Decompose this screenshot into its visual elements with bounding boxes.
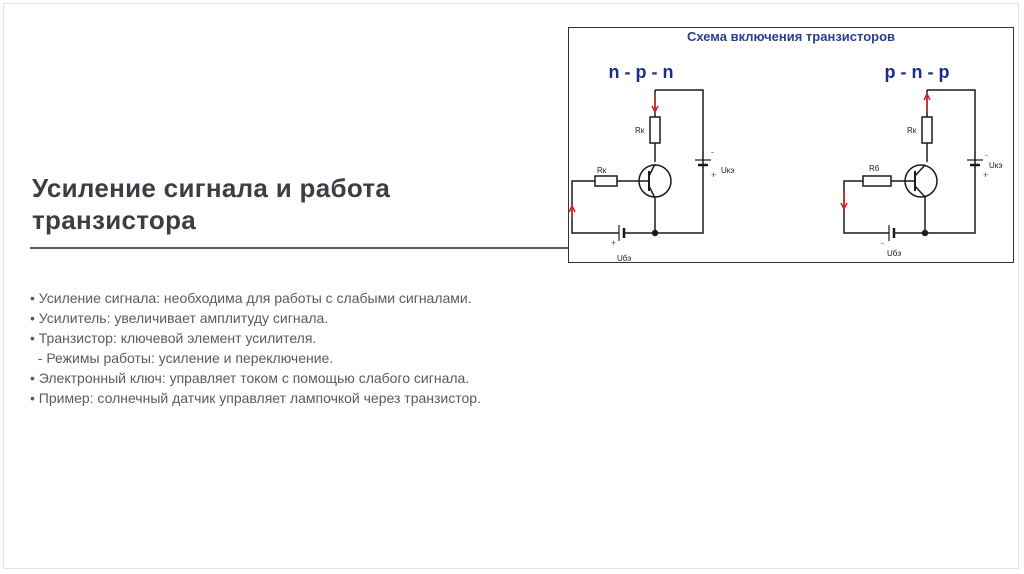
npn-type-label: n - p - n (608, 62, 674, 82)
pnp-rb-base-label: Rб (869, 164, 880, 173)
npn-junction-dot (653, 231, 658, 236)
pnp-base-resistor (863, 176, 891, 186)
npn-base-resistor (595, 176, 617, 186)
bullet-item: • Пример: солнечный датчик управляет лампочкой через транзистор. (30, 390, 481, 406)
pnp-minus-sign: - (985, 150, 988, 160)
npn-be-plus-sign: + (611, 238, 617, 248)
bullet-item: • Электронный ключ: управляет током с помощью слабого сигнала. (30, 370, 470, 386)
bullet-item: • Транзистор: ключевой элемент усилителя. (30, 330, 317, 346)
npn-plus-sign: + (711, 170, 717, 180)
npn-circuit (569, 62, 711, 241)
npn-minus-sign: - (711, 147, 714, 157)
pnp-rk-collector-label: Rк (907, 126, 917, 135)
npn-rk-collector-label: Rк (635, 126, 645, 135)
npn-collector-resistor (650, 117, 660, 143)
figure-heading: Схема включения транзисторов (686, 29, 896, 44)
bullet-item: • Усиление сигнала: необходима для работы с слабыми сигналами. (30, 290, 472, 306)
npn-input-wire (572, 181, 614, 233)
pnp-be-minus-sign: - (881, 238, 884, 248)
pnp-circuit (841, 62, 983, 241)
transistor-circuit-figure (568, 27, 1014, 263)
title-underline (30, 247, 570, 249)
bullet-item: • Усилитель: увеличивает амплитуду сигнала. (30, 310, 329, 326)
npn-uke-label: Uкэ (721, 166, 735, 175)
bullet-item: - Режимы работы: усиление и переключение. (30, 350, 334, 366)
npn-labels (597, 126, 734, 262)
pnp-output-wire (927, 90, 975, 233)
pnp-plus-sign: + (983, 170, 989, 180)
npn-ube-label: Uбэ (617, 254, 632, 262)
pnp-collector-resistor (922, 117, 932, 143)
pnp-uke-label: Uкэ (989, 161, 1003, 170)
bullet-list (30, 288, 630, 408)
npn-rk-base-label: Rк (597, 166, 607, 175)
pnp-type-label: p - n - p (884, 62, 950, 82)
pnp-ube-label: Uбэ (887, 249, 902, 258)
pnp-input-wire (844, 181, 889, 233)
slide-title: Усиление сигнала и работа транзистора (32, 173, 391, 235)
pnp-junction-dot (923, 231, 928, 236)
circuit-diagram (569, 28, 1013, 262)
npn-output-wire (655, 90, 703, 233)
